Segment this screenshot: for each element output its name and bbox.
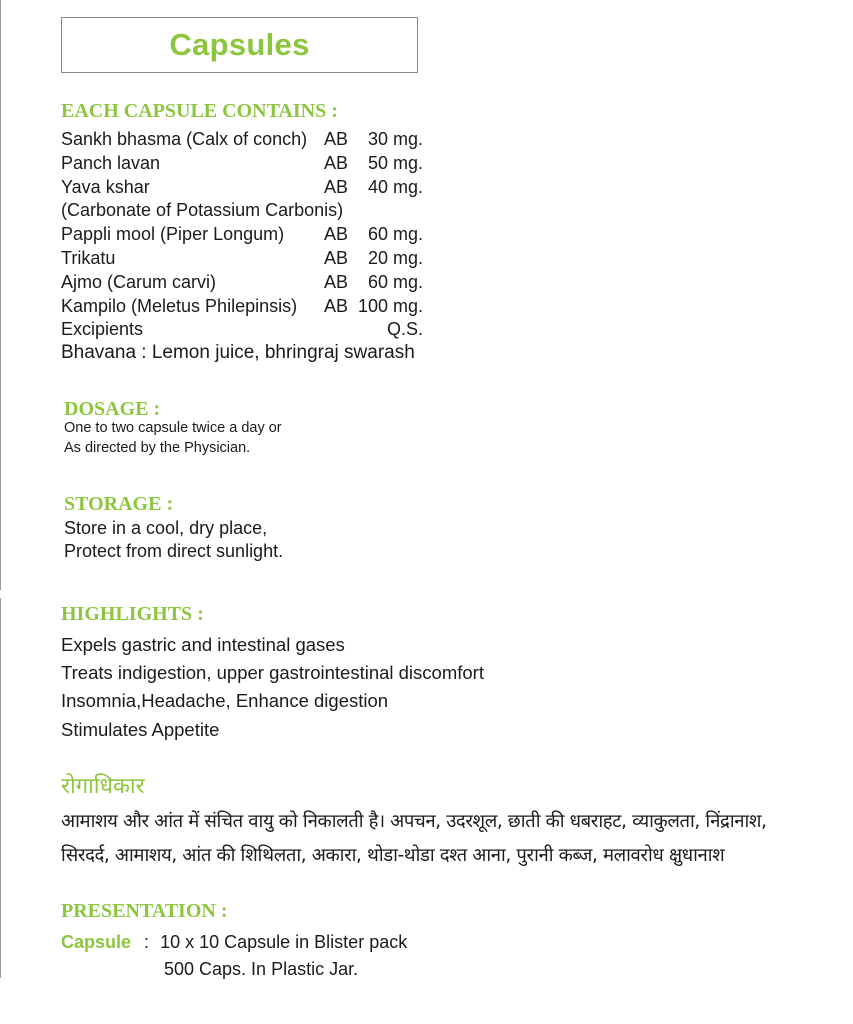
page-title: Capsules — [169, 27, 310, 62]
storage-text — [64, 517, 283, 563]
ingredient-name: Kampilo (Meletus Philepinsis) — [61, 295, 298, 316]
presentation-row — [61, 932, 407, 953]
bhavana-line: Bhavana : Lemon juice, bhringraj swarash — [61, 342, 415, 363]
ingredient-ab: AB — [324, 176, 349, 197]
dosage-line: As directed by the Physician. — [64, 440, 251, 456]
ingredient-row — [61, 295, 426, 319]
highlight-item: Insomnia,Headache, Enhance digestion — [61, 690, 389, 711]
ingredient-ab: AB — [324, 129, 349, 149]
composition-heading: EACH CAPSULE CONTAINS : — [61, 100, 338, 122]
ingredient-dose: 40 mg. — [367, 176, 423, 197]
ingredient-row — [61, 176, 426, 200]
ingredient-dose: 30 mg. — [367, 129, 423, 149]
ingredient-dose: 20 mg. — [367, 247, 423, 268]
ingredient-dose: 100 mg. — [357, 295, 423, 316]
dosage-text — [64, 418, 282, 458]
ingredient-name: (Carbonate of Potassium Carbonis) — [61, 200, 344, 221]
ingredient-row — [61, 271, 426, 295]
title-box — [61, 17, 418, 73]
ingredient-dose: 60 mg. — [367, 224, 423, 245]
ingredient-dose: 60 mg. — [367, 271, 423, 292]
dosage-line: One to two capsule twice a day or — [64, 420, 282, 436]
ingredient-ab: AB — [324, 271, 349, 292]
dosage-heading: DOSAGE : — [64, 398, 161, 420]
ingredient-ab: AB — [324, 295, 349, 316]
ingredient-name: Excipients — [61, 319, 144, 340]
storage-line: Store in a cool, dry place, — [64, 518, 268, 538]
presentation-line-2: 500 Caps. In Plastic Jar. — [164, 959, 359, 979]
ingredient-name: Trikatu — [61, 247, 116, 268]
storage-line: Protect from direct sunlight. — [64, 541, 284, 561]
highlight-item: Stimulates Appetite — [61, 719, 220, 740]
ingredient-row — [61, 199, 426, 223]
composition-table — [61, 128, 426, 342]
presentation-heading: PRESENTATION : — [61, 900, 228, 922]
presentation-line-1: 10 x 10 Capsule in Blister pack — [160, 932, 408, 952]
ingredient-row — [61, 152, 426, 176]
hindi-line: आमाशय और आंत में संचित वायु को निकालती है। अपचन, उदरशूल, छाती की धबराहट, व्याकुलता, निंद्रानाश, — [61, 811, 767, 832]
presentation-separator: : — [144, 932, 150, 952]
ingredient-row — [61, 223, 426, 247]
hindi-heading: रोगाधिकार — [61, 774, 145, 799]
ingredient-dose: Q.S. — [386, 319, 423, 340]
highlights-heading: HIGHLIGHTS : — [61, 603, 204, 625]
hindi-line: सिरदर्द, आमाशय, आंत की शिथिलता, अकारा, थोडा-थोडा दश्त आना, पुरानी कब्ज, मलावरोध क्षुधानाश — [61, 845, 725, 866]
highlight-item: Expels gastric and intestinal gases — [61, 634, 345, 655]
ingredient-name: Ajmo (Carum carvi) — [61, 271, 217, 292]
ingredient-row — [61, 318, 426, 342]
left-border-line-bottom — [0, 598, 1, 978]
ingredient-name: Pappli mool (Piper Longum) — [61, 224, 285, 245]
ingredient-ab: AB — [324, 224, 349, 245]
ingredient-name: Yava kshar — [61, 176, 150, 197]
ingredient-row — [61, 247, 426, 271]
ingredient-row — [61, 128, 426, 152]
ingredient-ab: AB — [324, 247, 349, 268]
presentation-label: Capsule — [61, 932, 132, 952]
ingredient-name: Sankh bhasma (Calx of conch) — [61, 129, 308, 149]
storage-heading: STORAGE : — [64, 493, 174, 515]
highlight-item: Treats indigestion, upper gastrointestinal discomfort — [61, 662, 484, 683]
left-border-line-top — [0, 0, 1, 590]
ingredient-name: Panch lavan — [61, 152, 161, 173]
ingredient-ab: AB — [324, 152, 349, 173]
ingredient-dose: 50 mg. — [367, 152, 423, 173]
